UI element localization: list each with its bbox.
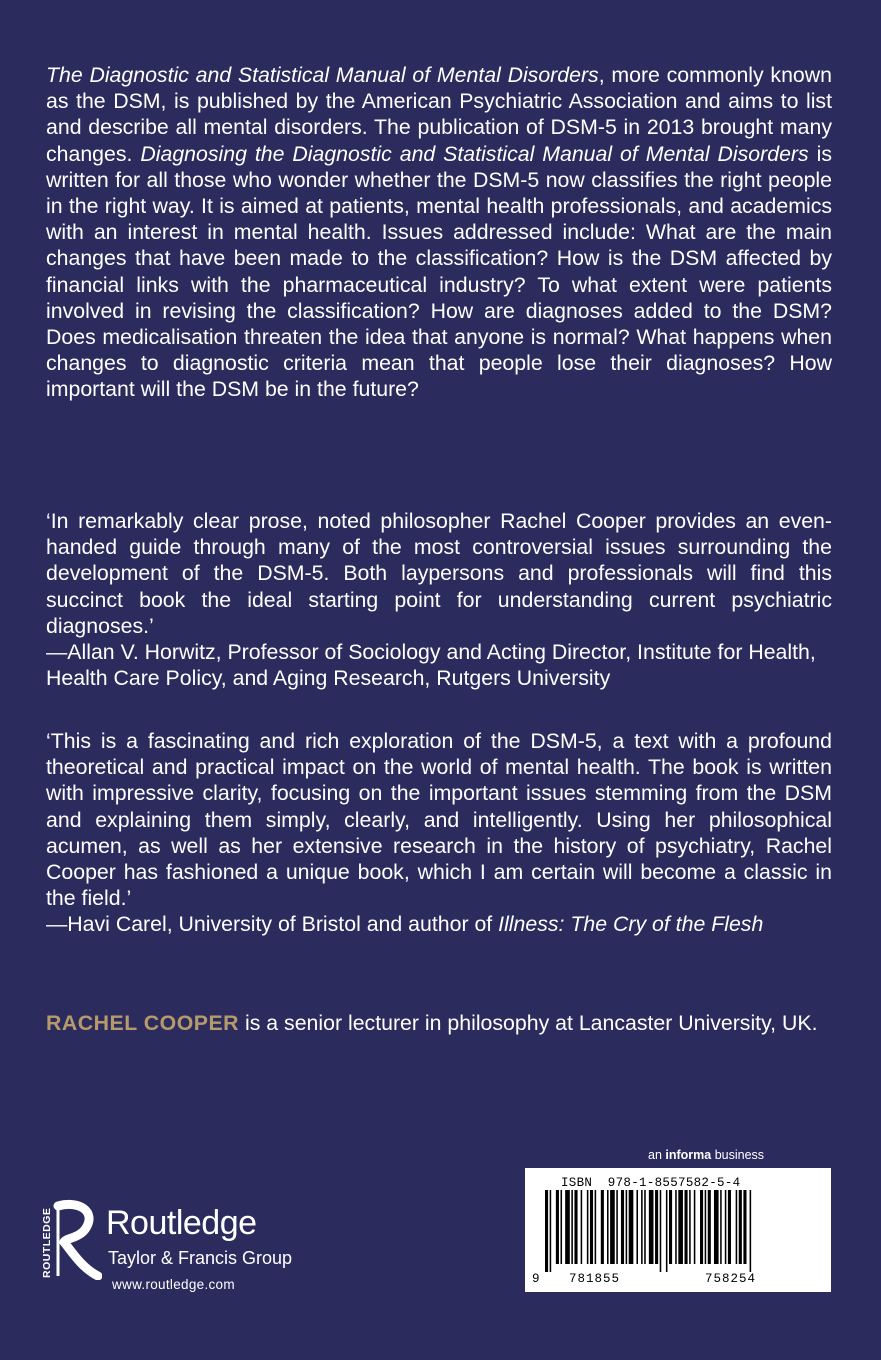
barcode-bar [694,1190,696,1264]
endorsement-attribution [46,911,832,937]
barcode-bar [666,1190,668,1272]
author-name: RACHEL COOPER [46,1011,240,1035]
barcode-bar [581,1190,583,1264]
endorsement-carel [46,728,832,938]
barcode-bar [561,1190,563,1264]
book-description [46,62,832,403]
attribution-text: —Havi Carel, University of Bristol and author of [46,912,499,937]
barcode-bar [636,1190,638,1264]
publisher-name: Routledge [106,1204,257,1242]
barcode-bar [574,1190,577,1264]
barcode-bar [685,1190,688,1264]
barcode-bar [660,1190,662,1272]
barcode-bar [571,1190,573,1264]
endorsement-quote: ‘This is a fascinating and rich exploration of the DSM-5, a text with a profound theoretical and practical impact on the world of mental health. The book is written with impressive clarity, focusing on the important issues stemming from the DSM and explaining them simply, clearly, and intelligently. Using her philosophical acumen, as well as her extensive research in the history of psychiatry, Rachel Cooper has fashioned a unique book, which I am certain will become a classic in the field.’ [46,729,832,911]
description-part-2: is written for all those who wonder whether the DSM-5 now classifies the right people in the right way. It is aimed at patients, mental health professionals, and academics with an interest in mental health. Issues addressed include: What are the main changes that have been made to the classification? How is the DSM affected by financial links with the pharmaceutical industry? To what extent were patients involved in revising the classification? How are diagnoses added to the DSM? Does medicalisation threaten the idea that anyone is normal? What happens when changes to diagnostic criteria mean that people lose their diagnoses? How important will the DSM be in the future? [46,141,832,402]
barcode-bar [629,1190,634,1264]
barcode-bar [669,1190,672,1264]
barcode-bar [610,1190,615,1264]
description-part-1: , more commonly known as the DSM, is published by the American Psychiatric Association and aims to list and describe all mental disorders. The publication of DSM-5 in 2013 brought many changes. [46,63,832,166]
barcode-bar [725,1190,727,1264]
barcode-bars [545,1190,811,1272]
barcode-digit-first: 9 [532,1272,540,1286]
barcode-bar [700,1190,703,1264]
barcode-bar [595,1190,597,1264]
informa-tagline [648,1148,764,1162]
barcode-bar [705,1190,707,1264]
author-bio [46,1010,832,1036]
informa-suffix: business [711,1148,765,1162]
barcode-bar [556,1190,559,1264]
barcode-bar [736,1190,738,1264]
endorsement-quote: ‘In remarkably clear prose, noted philosopher Rachel Cooper provides an even-handed guide through many of the most controversial issues surrounding the development of the DSM-5. Both laypersons and professionals will find this succinct book the ideal starting point for understanding current psychiatric diagnoses.’ [46,509,832,638]
isbn-label: ISBN 978-1-8557582-5-4 [561,1176,741,1190]
barcode-bar [607,1190,609,1264]
barcode-bar [728,1190,731,1264]
routledge-logo [38,1198,338,1298]
informa-prefix: an [648,1148,666,1162]
routledge-r-icon [38,1198,102,1280]
barcode-bar [644,1190,646,1264]
publisher-group: Taylor & Francis Group [108,1248,293,1268]
dsm-title: The Diagnostic and Statistical Manual of Mental Disorders [46,63,599,87]
barcode-bar [626,1190,628,1264]
barcode-bar [587,1190,589,1264]
barcode-bar [621,1190,624,1264]
barcode-bar [720,1190,722,1264]
barcode-digits-right: 758254 [705,1272,757,1286]
isbn-barcode [525,1168,831,1292]
attribution-book-title: Illness: The Cry of the Flesh [498,912,764,937]
endorsement-attribution: —Allan V. Horwitz, Professor of Sociology and Acting Director, Institute for Health, Health Care Policy, and Aging Research, Rutgers University [46,640,816,691]
barcode-bar [550,1190,552,1272]
routledge-vertical-text: ROUTLEDGE [41,1207,53,1278]
barcode-bar [739,1190,742,1264]
barcode-bar [743,1190,746,1264]
informa-brand: informa [665,1148,712,1162]
barcode-bar [565,1190,570,1264]
barcode-bar [675,1190,677,1264]
barcode-bar [689,1190,691,1264]
barcode-bar [545,1190,548,1272]
barcode-bar [590,1190,593,1264]
barcode-bar [750,1190,752,1272]
endorsement-horwitz [46,508,832,691]
barcode-bar [678,1190,683,1264]
publisher-url[interactable]: www.routledge.com [112,1277,235,1292]
barcode-bar [616,1190,618,1264]
book-title: Diagnosing the Diagnostic and Statistical Manual of Mental Disorders [140,141,809,166]
barcode-bar [655,1190,658,1264]
barcode-digits-left: 781855 [569,1272,621,1286]
barcode-bar [649,1190,654,1264]
barcode-bar [708,1190,711,1264]
barcode-bar [714,1190,719,1264]
barcode-bar [641,1190,643,1264]
barcode-bar [601,1190,604,1264]
author-bio-text: is a senior lecturer in philosophy at Lancaster University, UK. [239,1011,818,1035]
